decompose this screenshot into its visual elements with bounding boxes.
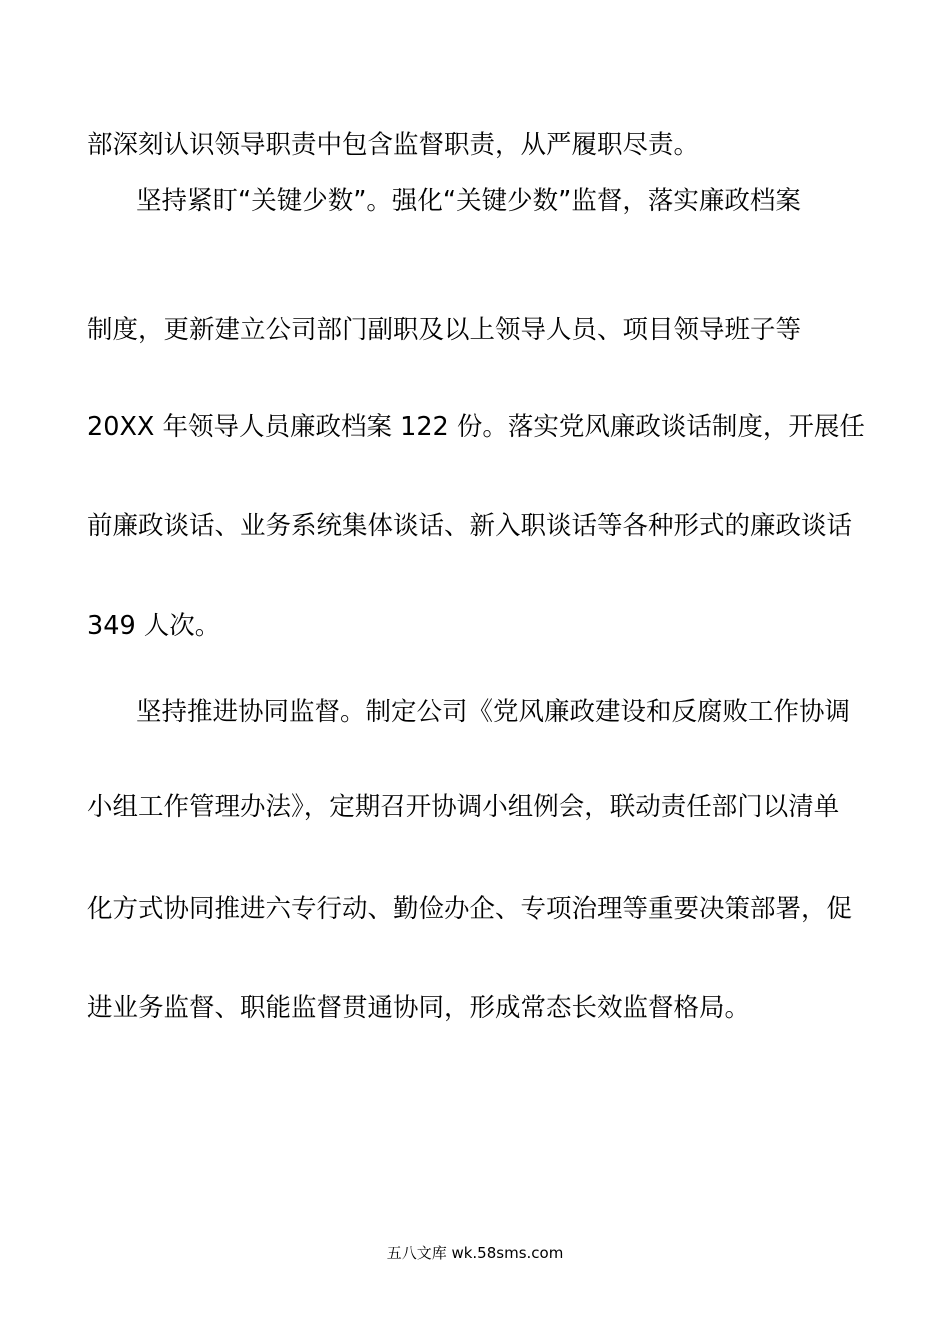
body-text-line: 进业务监督、职能监督贯通协同，形成常态长效监督格局。 bbox=[87, 993, 751, 1023]
body-text-line: 部深刻认识领导职责中包含监督职责，从严履职尽责。 bbox=[87, 130, 700, 160]
body-text-line: 化方式协同推进六专行动、勤俭办企、专项治理等重要决策部署，促 bbox=[87, 894, 853, 924]
body-text-line: 制度，更新建立公司部门副职及以上领导人员、项目领导班子等 bbox=[87, 315, 802, 345]
body-text-line: 小组工作管理办法》，定期召开协调小组例会，联动责任部门以清单 bbox=[87, 792, 840, 822]
body-text-line: 349 人次。 bbox=[87, 611, 221, 641]
paragraph-first-line: 坚持紧盯“关键少数”。强化“关键少数”监督，落实廉政档案 bbox=[136, 186, 801, 216]
body-text-line: 前廉政谈话、业务系统集体谈话、新入职谈话等各种形式的廉政谈话 bbox=[87, 511, 853, 541]
body-text-line: 20XX 年领导人员廉政档案 122 份。落实党风廉政谈话制度，开展任 bbox=[87, 412, 865, 442]
paragraph-first-line: 坚持推进协同监督。制定公司《党风廉政建设和反腐败工作协调 bbox=[136, 697, 851, 727]
footer-watermark: 五八文库 wk.58sms.com bbox=[386, 1244, 564, 1262]
